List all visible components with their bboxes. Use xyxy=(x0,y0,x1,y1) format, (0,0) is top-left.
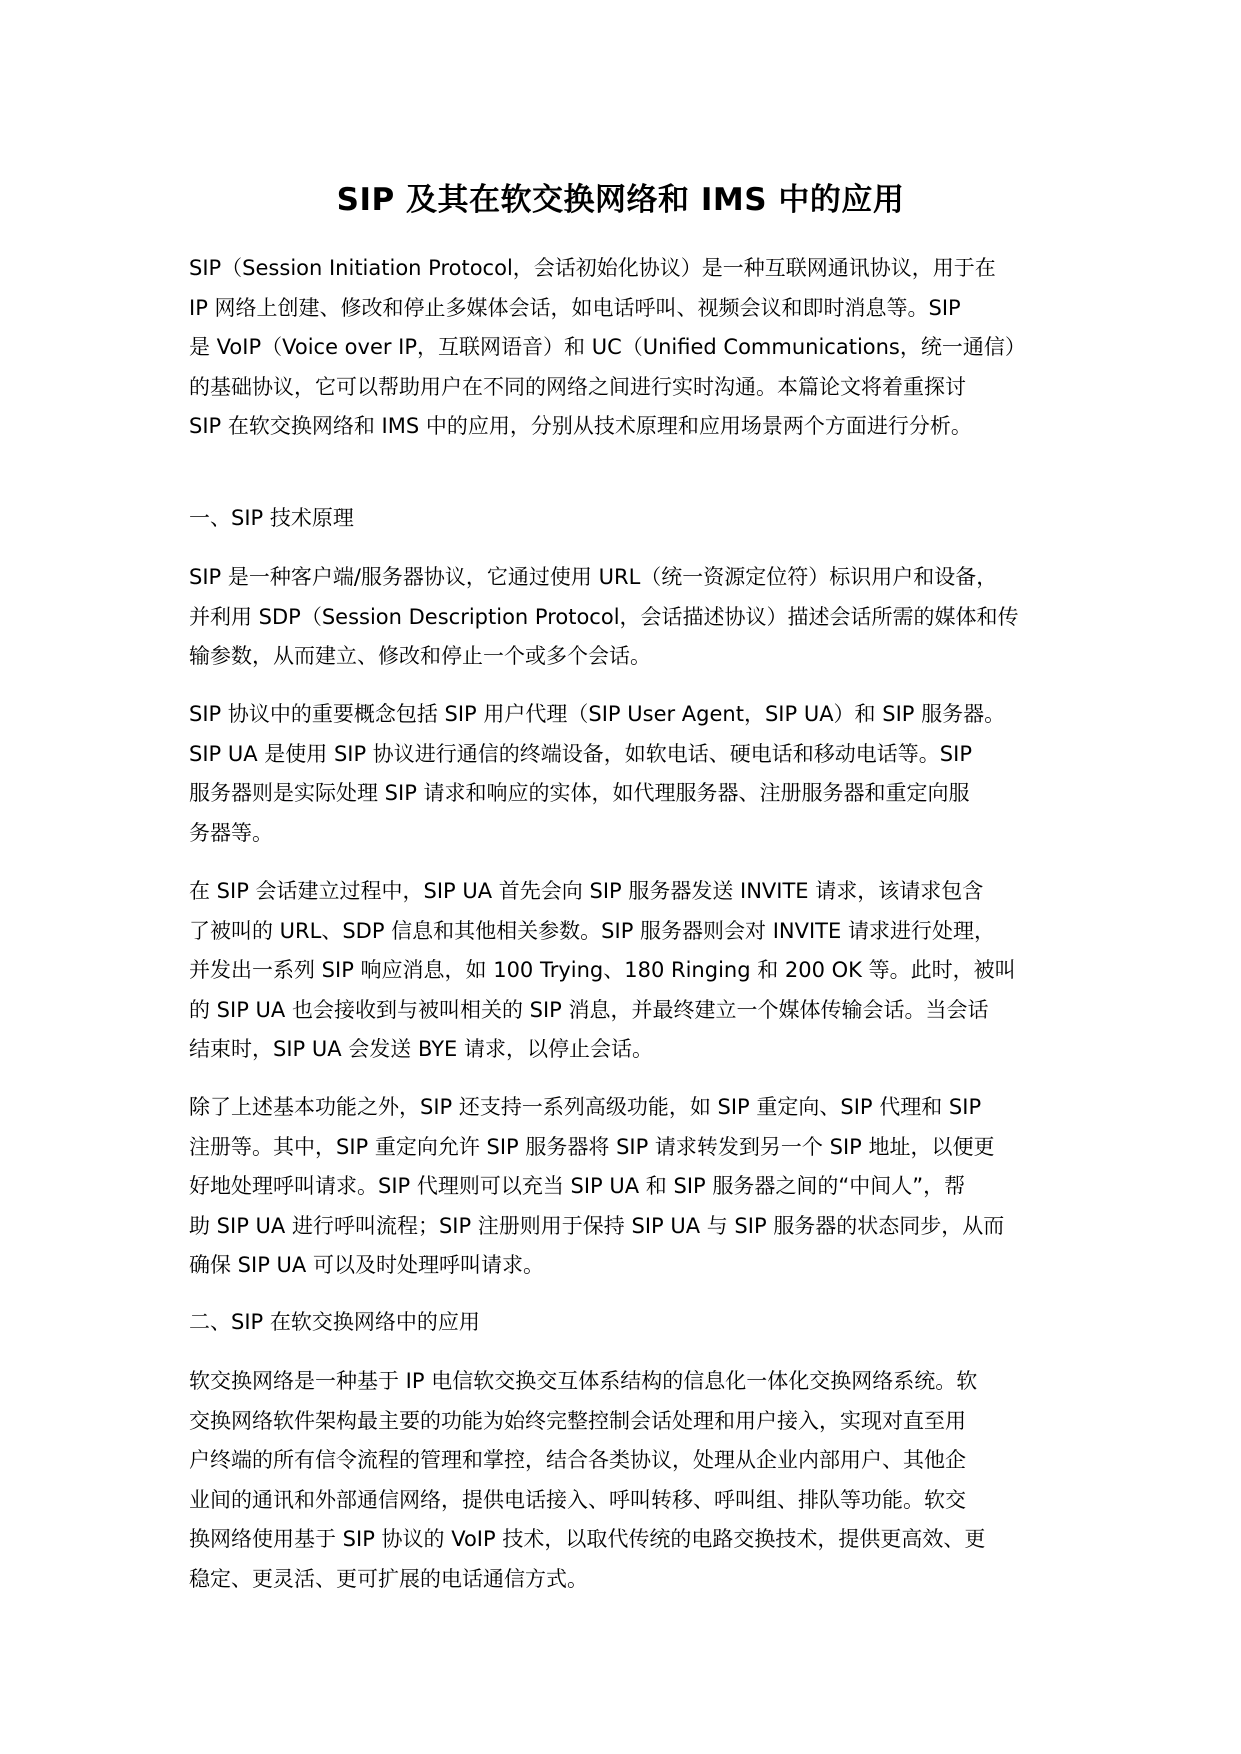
text-line: 是 VoIP（Voice over IP，互联网语音）和 UC（Unified Communications，统一通信） xyxy=(189,335,1026,359)
text-line: SIP 是一种客户端/服务器协议，它通过使用 URL（统一资源定位符）标识用户和设备， xyxy=(189,565,998,589)
text-line: 注册等。其中，SIP 重定向允许 SIP 服务器将 SIP 请求转发到另一个 SIP 地址，以便更 xyxy=(189,1134,995,1159)
text-line: 换网络使用基于 SIP 协议的 VoIP 技术，以取代传统的电路交换技术，提供更高效、更 xyxy=(189,1527,986,1551)
document-title: SIP 及其在软交换网络和 IMS 中的应用 xyxy=(336,182,905,218)
text-line: 了被叫的 URL、SDP 信息和其他相关参数。SIP 服务器则会对 INVITE 请求进行处理， xyxy=(189,918,995,943)
text-line: IP 网络上创建、修改和停止多媒体会话，如电话呼叫、视频会议和即时消息等。SIP xyxy=(189,295,961,320)
paragraph-intro xyxy=(189,249,1079,447)
text-line: 稳定、更灵活、更可扩展的电话通信方式。 xyxy=(189,1566,588,1591)
text-line: 除了上述基本功能之外，SIP 还支持一系列高级功能，如 SIP 重定向、SIP 代理和 SIP xyxy=(189,1095,982,1119)
paragraph-client-server xyxy=(189,558,1079,677)
paragraph-session-setup xyxy=(189,872,1079,1070)
text-line: 在 SIP 会话建立过程中，SIP UA 首先会向 SIP 服务器发送 INVITE 请求，该请求包含 xyxy=(189,879,984,903)
text-line: 服务器则是实际处理 SIP 请求和响应的实体，如代理服务器、注册服务器和重定向服 xyxy=(189,781,970,805)
text-line: 务器等。 xyxy=(189,820,273,845)
text-line: 好地处理呼叫请求。SIP 代理则可以充当 SIP UA 和 SIP 服务器之间的“中间人”，帮 xyxy=(189,1174,966,1198)
section-heading-softswitch xyxy=(189,1303,1079,1343)
text-line: 的 SIP UA 也会接收到与被叫相关的 SIP 消息，并最终建立一个媒体传输会话。当会话 xyxy=(189,997,989,1022)
text-line: 软交换网络是一种基于 IP 电信软交换交互体系结构的信息化一体化交换网络系统。软 xyxy=(189,1369,978,1393)
text-line: 确保 SIP UA 可以及时处理呼叫请求。 xyxy=(189,1253,544,1277)
text-line: SIP（Session Initiation Protocol，会话初始化协议）是一种互联网通讯协议，用于在 xyxy=(189,256,996,280)
text-line: 输参数，从而建立、修改和停止一个或多个会话。 xyxy=(189,644,651,668)
paragraph-advanced-features xyxy=(189,1088,1079,1286)
text-line: 二、SIP 在软交换网络中的应用 xyxy=(189,1310,480,1334)
text-line: 结束时，SIP UA 会发送 BYE 请求，以停止会话。 xyxy=(189,1037,653,1061)
text-line: SIP UA 是使用 SIP 协议进行通信的终端设备，如软电话、硬电话和移动电话等。SIP xyxy=(189,741,972,766)
text-line: 一、SIP 技术原理 xyxy=(189,506,354,530)
text-line: 交换网络软件架构最主要的功能为始终完整控制会话处理和用户接入，实现对直至用 xyxy=(189,1408,966,1433)
text-line: 并发出一系列 SIP 响应消息，如 100 Trying、180 Ringing 和 200 OK 等。此时，被叫 xyxy=(189,958,1016,982)
text-line: 的基础协议，它可以帮助用户在不同的网络之间进行实时沟通。本篇论文将着重探讨 xyxy=(189,374,966,399)
text-line: SIP 在软交换网络和 IMS 中的应用，分别从技术原理和应用场景两个方面进行分析。 xyxy=(189,414,972,438)
text-line: 助 SIP UA 进行呼叫流程；SIP 注册则用于保持 SIP UA 与 SIP 服务器的状态同步，从而 xyxy=(189,1213,1005,1238)
text-line: SIP 协议中的重要概念包括 SIP 用户代理（SIP User Agent，SIP UA）和 SIP 服务器。 xyxy=(189,702,1006,726)
text-line: 并利用 SDP（Session Description Protocol，会话描述协议）描述会话所需的媒体和传 xyxy=(189,604,1019,629)
paragraph-softswitch xyxy=(189,1362,1079,1599)
paragraph-concepts xyxy=(189,695,1079,853)
section-heading-technology xyxy=(189,499,1079,539)
text-line: 户终端的所有信令流程的管理和掌控，结合各类协议，处理从企业内部用户、其他企 xyxy=(189,1448,966,1472)
text-line: 业间的通讯和外部通信网络，提供电话接入、呼叫转移、呼叫组、排队等功能。软交 xyxy=(189,1487,966,1512)
